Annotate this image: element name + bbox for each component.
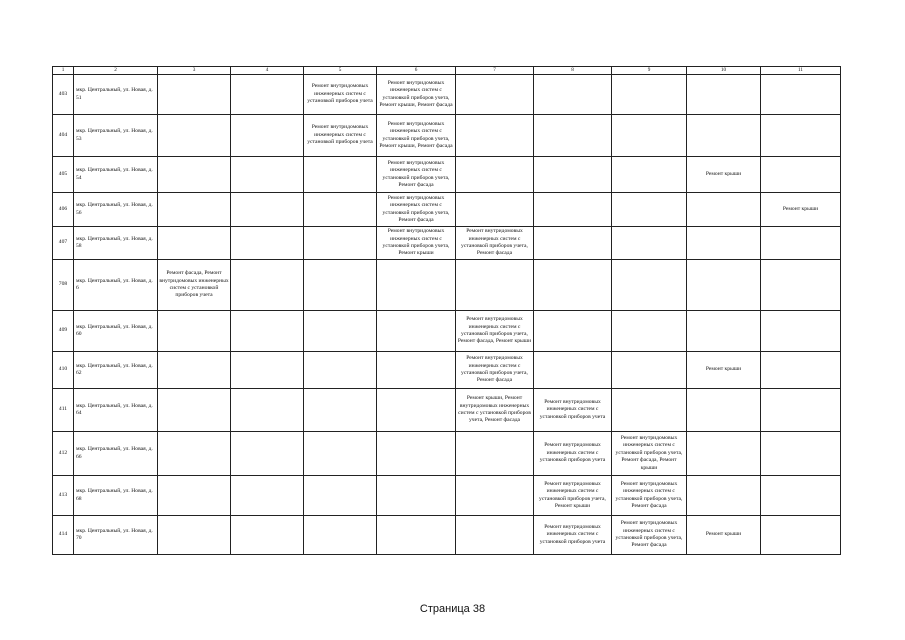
work-cell <box>534 311 612 352</box>
work-cell <box>377 432 456 476</box>
address-cell: мкр. Центральный, ул. Новая, д. 54 <box>74 157 158 193</box>
work-cell <box>158 157 231 193</box>
address-cell: мкр. Центральный, ул. Новая, д. 60 <box>74 311 158 352</box>
work-cell <box>456 260 534 311</box>
work-cell <box>158 516 231 555</box>
work-cell: Ремонт внутридомовых инженерных систем с установкой приборов учета, Ремонт фасада <box>612 516 687 555</box>
table-row <box>53 389 841 432</box>
work-cell <box>534 260 612 311</box>
column-header: 1 <box>53 67 74 75</box>
work-cell <box>158 75 231 115</box>
work-cell <box>304 516 377 555</box>
address-cell: мкр. Центральный, ул. Новая, д. 58 <box>74 227 158 260</box>
work-cell <box>534 157 612 193</box>
column-header: 4 <box>231 67 304 75</box>
work-cell <box>231 389 304 432</box>
work-cell: Ремонт внутридомовых инженерных систем с установкой приборов учета <box>534 516 612 555</box>
work-cell: Ремонт крыши <box>761 193 841 227</box>
table-row <box>53 311 841 352</box>
work-cell <box>231 227 304 260</box>
work-cell <box>612 352 687 389</box>
address-cell: мкр. Центральный, ул. Новая, д. 66 <box>74 432 158 476</box>
work-cell: Ремонт внутридомовых инженерных систем с установкой приборов учета, Ремонт фасада <box>612 476 687 516</box>
work-cell <box>158 311 231 352</box>
row-number: 403 <box>53 75 74 115</box>
work-cell <box>456 115 534 157</box>
address-cell: мкр. Центральный, ул. Новая, д. 68 <box>74 476 158 516</box>
table-row <box>53 516 841 555</box>
work-cell <box>612 260 687 311</box>
work-cell <box>231 352 304 389</box>
work-cell: Ремонт внутридомовых инженерных систем с установкой приборов учета <box>534 389 612 432</box>
work-cell <box>534 227 612 260</box>
work-cell: Ремонт внутридомовых инженерных систем с установкой приборов учета <box>304 115 377 157</box>
table-row <box>53 260 841 311</box>
table-row <box>53 227 841 260</box>
work-cell: Ремонт внутридомовых инженерных систем с установкой приборов учета, Ремонт крыши <box>534 476 612 516</box>
table-row <box>53 432 841 476</box>
work-cell <box>612 193 687 227</box>
row-number: 411 <box>53 389 74 432</box>
row-number: 404 <box>53 115 74 157</box>
work-cell <box>456 476 534 516</box>
work-cell <box>687 476 761 516</box>
work-cell <box>304 476 377 516</box>
work-cell <box>377 260 456 311</box>
work-cell <box>377 516 456 555</box>
work-cell <box>231 476 304 516</box>
work-cell: Ремонт крыши <box>687 352 761 389</box>
work-cell: Ремонт фасада, Ремонт внутридомовых инженерных систем с установкой приборов учета <box>158 260 231 311</box>
address-cell: мкр. Центральный, ул. Новая, д. 56 <box>74 193 158 227</box>
table-row <box>53 157 841 193</box>
work-cell <box>761 260 841 311</box>
address-cell: мкр. Центральный, ул. Новая, д. 53 <box>74 115 158 157</box>
work-cell: Ремонт внутридомовых инженерных систем с установкой приборов учета, Ремонт крыши, Ремонт фасада <box>377 75 456 115</box>
work-cell <box>612 227 687 260</box>
column-header: 8 <box>534 67 612 75</box>
row-number: 405 <box>53 157 74 193</box>
work-cell: Ремонт внутридомовых инженерных систем с установкой приборов учета, Ремонт крыши, Ремонт фасада <box>377 115 456 157</box>
work-cell <box>304 260 377 311</box>
work-cell <box>761 352 841 389</box>
work-cell: Ремонт крыши <box>687 516 761 555</box>
work-cell <box>304 227 377 260</box>
row-number: 708 <box>53 260 74 311</box>
row-number: 412 <box>53 432 74 476</box>
work-cell <box>761 432 841 476</box>
column-header: 6 <box>377 67 456 75</box>
work-cell <box>158 476 231 516</box>
work-cell <box>687 260 761 311</box>
work-cell <box>612 389 687 432</box>
work-cell <box>687 432 761 476</box>
work-cell <box>304 432 377 476</box>
work-cell: Ремонт внутридомовых инженерных систем с установкой приборов учета, Ремонт фасада, Ремонт крыши <box>612 432 687 476</box>
work-cell <box>377 476 456 516</box>
address-cell: мкр. Центральный, ул. Новая, д. 64 <box>74 389 158 432</box>
work-cell <box>231 432 304 476</box>
work-cell <box>534 352 612 389</box>
work-cell <box>612 157 687 193</box>
work-cell <box>534 193 612 227</box>
work-cell <box>231 260 304 311</box>
table-row <box>53 115 841 157</box>
work-cell <box>534 75 612 115</box>
work-cell <box>158 389 231 432</box>
work-cell <box>377 352 456 389</box>
column-header: 9 <box>612 67 687 75</box>
column-header: 7 <box>456 67 534 75</box>
address-cell: мкр. Центральный, ул. Новая, д. 62 <box>74 352 158 389</box>
work-cell <box>456 516 534 555</box>
work-cell <box>687 389 761 432</box>
table-row <box>53 193 841 227</box>
repair-schedule-table <box>52 66 841 555</box>
row-number: 410 <box>53 352 74 389</box>
work-cell <box>687 311 761 352</box>
work-cell <box>761 115 841 157</box>
work-cell <box>456 75 534 115</box>
work-cell <box>231 157 304 193</box>
work-cell <box>304 157 377 193</box>
work-cell <box>158 352 231 389</box>
work-cell: Ремонт внутридомовых инженерных систем с установкой приборов учета <box>534 432 612 476</box>
work-cell: Ремонт внутридомовых инженерных систем с установкой приборов учета, Ремонт крыши <box>377 227 456 260</box>
work-cell: Ремонт внутридомовых инженерных систем с установкой приборов учета, Ремонт фасада <box>456 227 534 260</box>
work-cell <box>687 115 761 157</box>
work-cell: Ремонт внутридомовых инженерных систем с установкой приборов учета, Ремонт фасада <box>456 352 534 389</box>
column-header: 11 <box>761 67 841 75</box>
work-cell <box>304 311 377 352</box>
work-cell <box>158 227 231 260</box>
table-row <box>53 75 841 115</box>
column-header: 3 <box>158 67 231 75</box>
table-row <box>53 352 841 389</box>
work-cell <box>761 157 841 193</box>
work-cell <box>158 193 231 227</box>
row-number: 406 <box>53 193 74 227</box>
work-cell <box>377 389 456 432</box>
row-number: 413 <box>53 476 74 516</box>
table-row <box>53 476 841 516</box>
work-cell <box>612 75 687 115</box>
work-cell <box>687 193 761 227</box>
work-cell <box>304 193 377 227</box>
work-cell <box>456 193 534 227</box>
work-cell <box>304 389 377 432</box>
work-cell: Ремонт внутридомовых инженерных систем с установкой приборов учета, Ремонт фасада, Ремонт крыши <box>456 311 534 352</box>
work-cell <box>612 115 687 157</box>
work-cell <box>761 389 841 432</box>
work-cell <box>534 115 612 157</box>
work-cell <box>158 115 231 157</box>
work-cell <box>231 311 304 352</box>
work-cell <box>761 311 841 352</box>
work-cell <box>761 227 841 260</box>
page-number: Страница 38 <box>419 603 486 615</box>
address-cell: мкр. Центральный, ул. Новая, д. 70 <box>74 516 158 555</box>
column-header: 2 <box>74 67 158 75</box>
work-cell: Ремонт внутридомовых инженерных систем с установкой приборов учета, Ремонт фасада <box>377 157 456 193</box>
column-header: 10 <box>687 67 761 75</box>
work-cell: Ремонт крыши <box>687 157 761 193</box>
work-cell <box>377 311 456 352</box>
work-cell <box>456 157 534 193</box>
work-cell <box>231 516 304 555</box>
work-cell <box>612 311 687 352</box>
address-cell: мкр. Центральный, ул. Новая, д. 51 <box>74 75 158 115</box>
work-cell: Ремонт крыши, Ремонт внутридомовых инженерных систем с установкой приборов учета, Ремонт фасада <box>456 389 534 432</box>
row-number: 407 <box>53 227 74 260</box>
work-cell <box>158 432 231 476</box>
work-cell <box>761 516 841 555</box>
work-cell <box>761 75 841 115</box>
header-row <box>53 67 841 75</box>
work-cell <box>456 432 534 476</box>
work-cell <box>231 193 304 227</box>
column-header: 5 <box>304 67 377 75</box>
row-number: 409 <box>53 311 74 352</box>
work-cell <box>687 75 761 115</box>
work-cell <box>231 115 304 157</box>
work-cell <box>761 476 841 516</box>
work-cell: Ремонт внутридомовых инженерных систем с установкой приборов учета, Ремонт фасада <box>377 193 456 227</box>
address-cell: мкр. Центральный, ул. Новая, д. 6 <box>74 260 158 311</box>
row-number: 414 <box>53 516 74 555</box>
work-cell <box>231 75 304 115</box>
work-cell <box>304 352 377 389</box>
work-cell: Ремонт внутридомовых инженерных систем с установкой приборов учета <box>304 75 377 115</box>
work-cell <box>687 227 761 260</box>
